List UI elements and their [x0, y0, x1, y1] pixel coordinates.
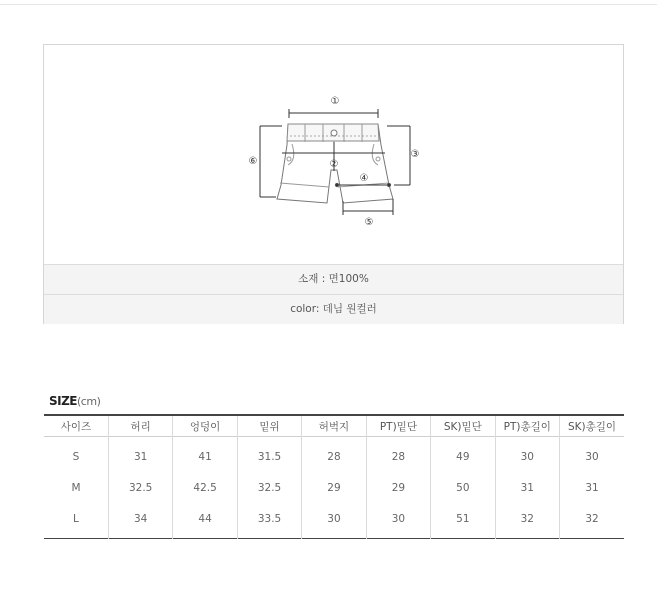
table-cell: 49: [431, 437, 495, 473]
product-info-box: [43, 44, 624, 324]
table-cell: 34: [108, 503, 172, 539]
header-rise: 밑위: [237, 415, 301, 437]
marker-1: ①: [330, 96, 340, 107]
marker-5: ⑤: [364, 217, 374, 228]
top-divider: [0, 4, 657, 5]
table-cell: 30: [366, 503, 430, 539]
size-table-header: [44, 415, 624, 437]
table-cell: 41: [173, 437, 237, 473]
measurement-diagram: [44, 45, 623, 264]
table-cell: 42.5: [173, 472, 237, 503]
table-cell: S: [72, 450, 80, 463]
table-cell: 32: [495, 503, 559, 539]
table-cell: 29: [302, 472, 366, 503]
size-title-text: SIZE: [49, 394, 78, 408]
header-sk-hem: SK)밑단: [431, 415, 495, 437]
color-row: color: 데님 원컬러: [44, 294, 623, 324]
table-cell: 32.5: [108, 472, 172, 503]
marker-4: ④: [359, 173, 369, 184]
header-size: 사이즈: [60, 420, 92, 433]
table-cell: 30: [495, 437, 559, 473]
table-cell: 31: [495, 472, 559, 503]
header-waist: 허리: [108, 415, 172, 437]
size-table: [44, 414, 624, 539]
table-cell: 30: [302, 503, 366, 539]
table-cell: 50: [431, 472, 495, 503]
header-sk-length: SK)총길이: [560, 415, 625, 437]
table-cell: 31: [560, 472, 625, 503]
table-cell: M: [71, 481, 81, 494]
shorts-diagram: [44, 45, 623, 264]
table-cell: 28: [366, 437, 430, 473]
table-cell: 44: [173, 503, 237, 539]
table-cell: 29: [366, 472, 430, 503]
header-hip: 엉덩이: [173, 415, 237, 437]
table-cell: 31.5: [237, 437, 301, 473]
size-chart-title: [49, 394, 100, 408]
header-pt-hem: PT)밑단: [366, 415, 430, 437]
table-cell: 30: [560, 437, 625, 473]
size-unit: (cm): [77, 395, 101, 408]
header-pt-length: PT)총길이: [495, 415, 559, 437]
table-row: [44, 503, 624, 539]
table-cell: 51: [431, 503, 495, 539]
table-cell: L: [73, 512, 79, 525]
table-row: [44, 437, 624, 473]
marker-3: ③: [410, 149, 420, 160]
marker-6: ⑥: [248, 156, 258, 167]
table-cell: 28: [302, 437, 366, 473]
table-cell: 31: [108, 437, 172, 473]
table-cell: 32.5: [237, 472, 301, 503]
material-row: 소재 : 면100%: [44, 264, 623, 294]
table-row: [44, 472, 624, 503]
table-cell: 32: [560, 503, 625, 539]
header-thigh: 허벅지: [302, 415, 366, 437]
table-cell: 33.5: [237, 503, 301, 539]
marker-2: ②: [329, 159, 339, 170]
